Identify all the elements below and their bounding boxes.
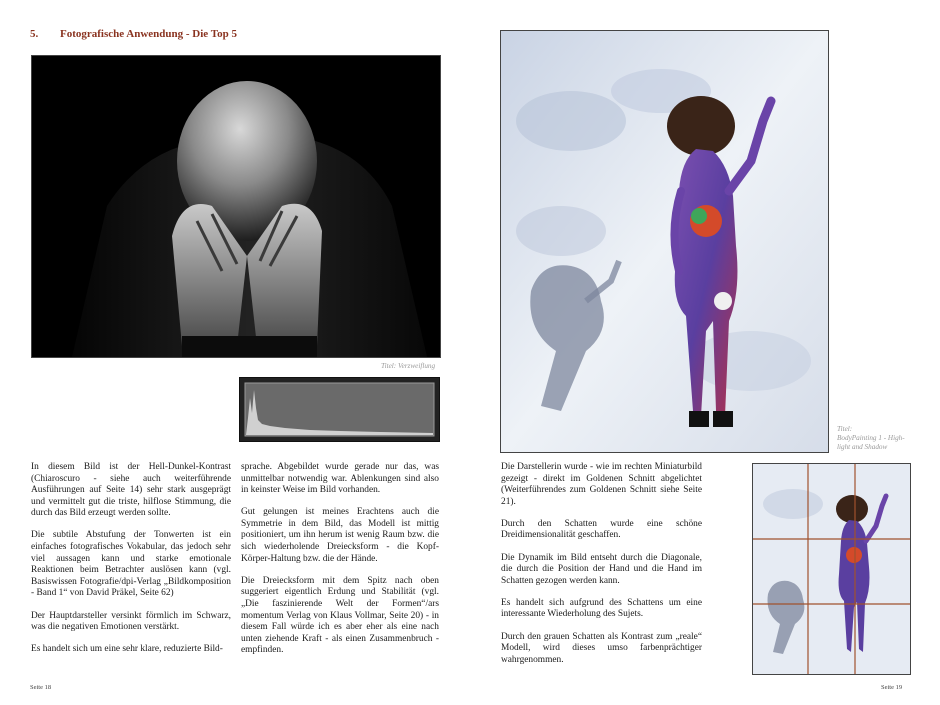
golden-section-thumbnail-image bbox=[753, 464, 910, 674]
histogram-chart bbox=[240, 378, 439, 441]
histogram bbox=[239, 377, 440, 442]
photo-bodypainting-image bbox=[501, 31, 828, 452]
paragraph: Durch den grauen Schatten als Kontrast zum „reale“ Modell, wird dieses umso farbenprächtiger wahrgenommen. bbox=[501, 631, 702, 665]
caption-despair: Titel: Verzweiflung bbox=[381, 362, 436, 370]
caption-bodypainting bbox=[837, 425, 905, 452]
caption-line: BodyPainting 1 - High- bbox=[837, 434, 905, 442]
paragraph: Es handelt sich um eine sehr klare, reduzierte Bild- bbox=[31, 644, 223, 655]
text-column-2 bbox=[241, 462, 439, 667]
photo-despair-image bbox=[32, 56, 440, 357]
page-number-right: Seite 19 bbox=[881, 684, 903, 691]
paragraph: Die Dynamik im Bild entseht durch die Diagonale, die durch die Position der Hand und die Hand im Schatten gezogen werden kann. bbox=[501, 552, 702, 586]
chapter-heading bbox=[30, 28, 237, 40]
paragraph: Es handelt sich aufgrund des Schattens um eine interessante Wiederholung des Sujets. bbox=[501, 597, 702, 620]
caption-line: Titel: bbox=[837, 425, 853, 433]
paragraph: Gut gelungen ist meines Erachtens auch die Symmetrie in dem Bild, das Modell ist mittig positioniert, um ihn herum ist wenig Raum bzw. die sich wiederholende Dreiecksform - die Kopf-Körper-Haltung bzw. die der Hände. bbox=[241, 507, 439, 564]
photo-despair bbox=[31, 55, 441, 358]
paragraph: Durch den Schatten wurde eine schöne Dreidimensionalität geschaffen. bbox=[501, 518, 702, 541]
paragraph: In diesem Bild ist der Hell-Dunkel-Kontrast (Chiaroscuro - siehe auch weiterführende Ausführungen auf Seite 14) sehr stark ausgeprägt und vermittelt gut die triste, hilflose Stimmung, die durch das Bild erzeugt werden sollte. bbox=[31, 462, 231, 519]
chapter-number: 5. bbox=[30, 28, 39, 40]
page-number-left: Seite 18 bbox=[30, 684, 52, 691]
paragraph: Die subtile Abstufung der Tonwerten ist ein einfaches fotografisches Vokabular, das jedoch sehr viel aussagen kann und starke emotionale Reaktionen beim Betrachter auslösen kann (vgl. Basiswissen Fotografie/dpi-Verlag „Bildkomposition - Band 1“ von David Präkel, Seite 62) bbox=[31, 530, 231, 599]
chapter-title: Fotografische Anwendung - Die Top 5 bbox=[60, 28, 237, 40]
photo-bodypainting bbox=[500, 30, 829, 453]
text-column-1 bbox=[31, 462, 231, 666]
golden-section-thumbnail bbox=[752, 463, 911, 675]
paragraph: Die Dreiecksform mit dem Spitz nach oben suggeriert eigentlich Erdung und Stabilität (vgl. „Die faszinierende Welt der Formen“/ars momentum Verlag von Klaus Vollmar, Seite 20) - in diesem Fall würde ich es aber eher als eine nach unten ziehende Kraft - als einen Zusammenbruch - empfinden. bbox=[241, 575, 439, 656]
text-column-3 bbox=[501, 462, 702, 677]
caption-line: light and Shadow bbox=[837, 443, 888, 451]
paragraph: sprache. Abgebildet wurde gerade nur das, was unmittelbar notwendig war. Ablenkungen sind also in keinster Weise im Bild vorhanden. bbox=[241, 462, 439, 496]
paragraph: Der Hauptdarsteller versinkt förmlich im Schwarz, was die negativen Emotionen verstärkt. bbox=[31, 610, 231, 633]
paragraph: Die Darstellerin wurde - wie im rechten Miniaturbild gezeigt - direkt im Goldenen Schnitt abgelichtet (Weiterführendes zum Goldenen Schnitt siehe Seite 21). bbox=[501, 462, 702, 507]
